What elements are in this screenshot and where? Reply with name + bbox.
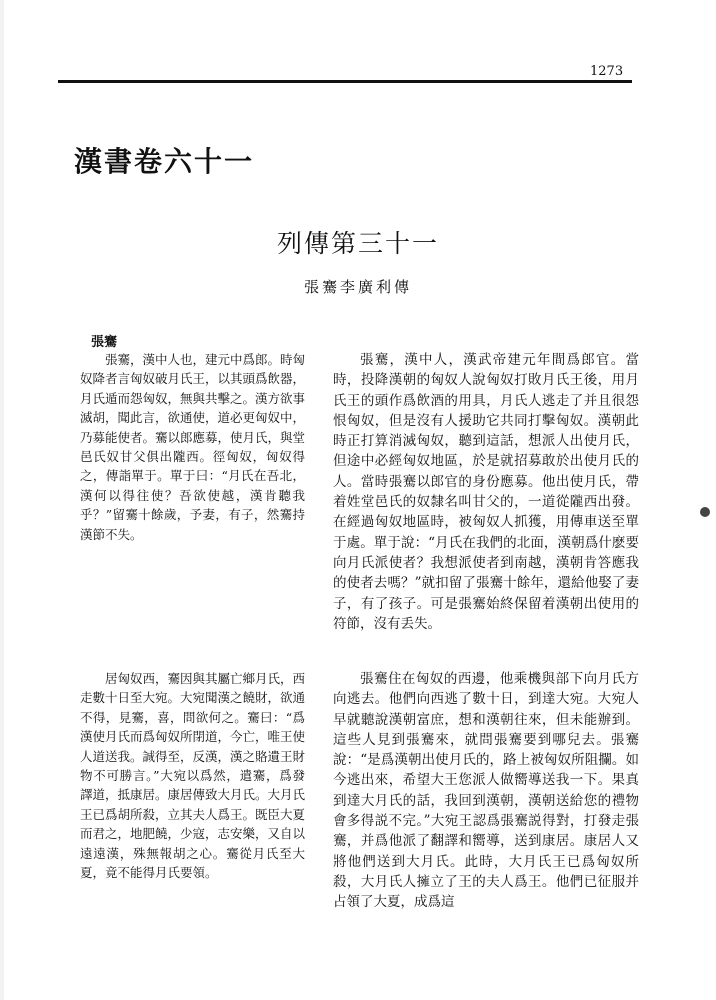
page-number: 1273 — [590, 64, 624, 79]
section-heading: 張騫 — [91, 335, 118, 350]
translation-paragraph-2: 張騫住在匈奴的西邊，他乘機與部下向月氏方向逃去。他們向西逃了數十日，到達大宛。大宛人早就聽說漢朝富庶，想和漢朝往來，但未能辦到。這些人見到張騫來，就問張騫要到哪兒去。張騫說：“是爲漢朝出使月氏的，路上被匈奴所阻攔。如今逃出來，希望大王您派人做嚮導送我一下。果真到達大月氏的話，我回到漢朝，漢朝送給您的禮物會多得説不完。”大宛王認爲張騫説得對，打發走張騫，并爲他派了翻譯和嚮導，送到康居。康居人又將他們送到大月氏。此時，大月氏王已爲匈奴所殺，大月氏人擁立了王的夫人爲王。他們已征服并占領了大夏，成爲這 — [333, 671, 639, 911]
binding-hole-mark — [700, 507, 710, 517]
scan-gutter — [0, 0, 4, 1000]
book-title: 漢書卷六十一 — [74, 145, 255, 178]
original-text-paragraph-1: 張騫，漢中人也，建元中爲郎。時匈奴降者言匈奴破月氏王，以其頭爲飲器，月氏遁而怨匈奴，無與共擊之。漢方欲事滅胡，聞此言，欲通使，道必更匈奴中，乃募能使者。騫以郎應募，使月氏，與堂邑氏奴甘父俱出隴西。徑匈奴，匈奴得之，傳詣單于。單于曰：“月氏在吾北，漢何以得往使？吾欲使越，漢肯聽我乎？”留騫十餘歲，予妻，有子，然騫持漢節不失。 — [80, 352, 306, 542]
chapter-title: 列傳第三十一 — [276, 229, 439, 258]
original-text-paragraph-2: 居匈奴西，騫因與其屬亡鄉月氏，西走數十日至大宛。大宛聞漢之饒財，欲通不得，見騫，喜，問欲何之。騫曰：“爲漢使月氏而爲匈奴所閉道，今亡，唯王使人道送我。誠得至，反漢，漢之賂遺王財物不可勝言。”大宛以爲然，遣騫，爲發譯道，抵康居。康居傳致大月氏。大月氏王已爲胡所殺，立其夫人爲王。既臣大夏而君之，地肥饒，少寇，志安樂，又自以遠遠漢，殊無報胡之心。騫從月氏至大夏，竟不能得月氏要領。 — [80, 671, 306, 881]
header-rule — [58, 80, 632, 83]
translation-paragraph-1: 張騫，漢中人，漢武帝建元年間爲郎官。當時，投降漢朝的匈奴人說匈奴打敗月氏王後，用月氏王的頭作爲飲酒的用具，月氏人逃走了并且很怨恨匈奴，但是沒有人援助它共同打擊匈奴。漢朝此時正打算消滅匈奴，聽到這話，想派人出使月氏，但途中必經匈奴地區，於是就招募敢於出使月氏的人。當時張騫以郎官的身份應募。他出使月氏，帶着姓堂邑氏的奴隸名叫甘父的，一道從隴西出發。在經過匈奴地區時，被匈奴人抓獲，用傳車送至單于處。單于說：“月氏在我們的北面，漢朝爲什麽要向月氏派使者？我想派使者到南越，漢朝肯答應我的使者去嗎？”就扣留了張騫十餘年，還給他娶了妻子，有了孩子。可是張騫始終保留着漢朝出使用的符節，沒有丢失。 — [333, 352, 639, 632]
chapter-subtitle: 張騫李廣利傳 — [303, 278, 412, 296]
